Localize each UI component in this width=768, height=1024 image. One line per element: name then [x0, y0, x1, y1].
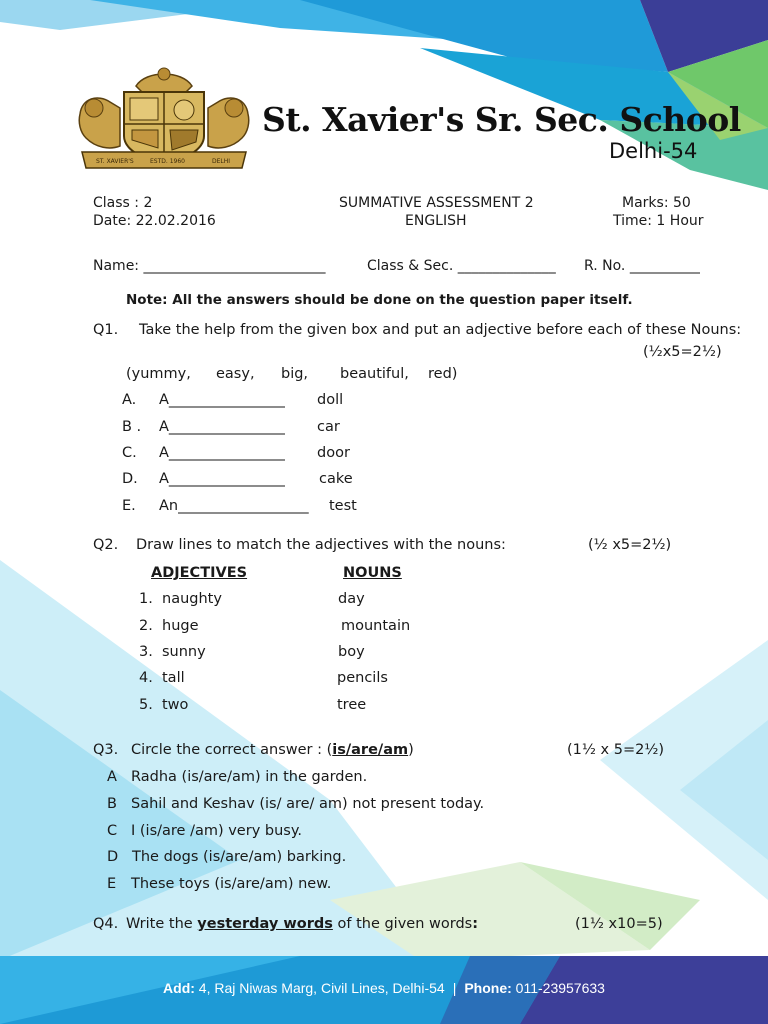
- match-number: 3.: [139, 644, 153, 660]
- q3-options: is/are/am: [332, 742, 409, 758]
- assessment-title: SUMMATIVE ASSESSMENT 2: [339, 195, 534, 211]
- q2-number: Q2.: [93, 537, 119, 553]
- crest-city: DELHI: [212, 158, 231, 165]
- match-number: 1.: [139, 591, 153, 607]
- phone-number: 011-23957633: [511, 980, 605, 996]
- q1-number: Q1.: [93, 322, 119, 338]
- word-box-item: easy,: [216, 366, 255, 382]
- q1-marks: (½x5=2½): [643, 344, 722, 360]
- q3-item-label: E: [107, 876, 117, 892]
- match-noun: mountain: [341, 618, 411, 634]
- q3-item-label: B: [107, 796, 117, 812]
- adjectives-column-header: ADJECTIVES: [151, 565, 248, 581]
- q2-marks: (½ x5=2½): [588, 537, 672, 553]
- match-noun: pencils: [337, 670, 388, 686]
- phone-label: Phone:: [464, 980, 512, 996]
- q1-item-blank: A________________: [159, 419, 285, 435]
- address-label: Add:: [163, 980, 195, 996]
- crest-estd: ESTD. 1960: [150, 158, 185, 165]
- date-info: Date: 22.02.2016: [93, 213, 216, 229]
- q1-item-label: A.: [122, 392, 137, 408]
- q4-text: Write the yesterday words of the given words:: [126, 916, 479, 932]
- school-city: Delhi-54: [609, 139, 698, 163]
- q2-text: Draw lines to match the adjectives with the nouns:: [136, 537, 506, 553]
- match-noun: boy: [338, 644, 365, 660]
- match-noun: day: [338, 591, 365, 607]
- q1-item-label: C.: [122, 445, 137, 461]
- name-field: Name: __________________________: [93, 258, 326, 274]
- q3-item-text: The dogs (is/are/am) barking.: [132, 849, 347, 865]
- school-name: St. Xavier's Sr. Sec. School: [262, 100, 741, 139]
- q4-marks: (1½ x10=5): [575, 916, 663, 932]
- subject-title: ENGLISH: [405, 213, 467, 229]
- q1-item-noun: doll: [317, 392, 344, 408]
- q3-item-text: Radha (is/are/am) in the garden.: [131, 769, 368, 785]
- roll-number-field: R. No. __________: [584, 258, 700, 274]
- q1-item-blank: An__________________: [159, 498, 309, 514]
- match-adjective: sunny: [162, 644, 206, 660]
- q1-item-noun: car: [317, 419, 340, 435]
- school-crest-logo: [76, 64, 252, 174]
- footer-separator: |: [452, 980, 457, 996]
- match-adjective: naughty: [162, 591, 222, 607]
- q3-marks: (1½ x 5=2½): [567, 742, 665, 758]
- q3-item-text: These toys (is/are/am) new.: [131, 876, 332, 892]
- class-info: Class : 2: [93, 195, 153, 211]
- q1-item-noun: test: [329, 498, 357, 514]
- address-text: 4, Raj Niwas Marg, Civil Lines, Delhi-54: [194, 980, 445, 996]
- q1-item-label: B .: [122, 419, 142, 435]
- q1-item-blank: A________________: [159, 471, 285, 487]
- q3-text: Circle the correct answer : (is/are/am): [131, 742, 414, 758]
- q4-number: Q4.: [93, 916, 119, 932]
- crest-motto: ST. XAVIER'S: [96, 158, 134, 165]
- q3-item-label: D: [107, 849, 119, 865]
- q3-item-text: I (is/are /am) very busy.: [131, 823, 302, 839]
- match-adjective: tall: [162, 670, 185, 686]
- match-number: 2.: [139, 618, 153, 634]
- match-adjective: two: [162, 697, 189, 713]
- q1-item-label: D.: [122, 471, 138, 487]
- q1-item-noun: cake: [319, 471, 353, 487]
- q1-item-blank: A________________: [159, 445, 285, 461]
- q3-number: Q3.: [93, 742, 119, 758]
- word-box-item: beautiful,: [340, 366, 409, 382]
- match-adjective: huge: [162, 618, 199, 634]
- q1-item-noun: door: [317, 445, 350, 461]
- q1-text: Take the help from the given box and put an adjective before each of these Nouns:: [139, 322, 742, 338]
- word-box-item: red): [428, 366, 458, 382]
- q1-item-blank: A________________: [159, 392, 285, 408]
- footer-contact: [0, 980, 768, 996]
- q3-item-label: A: [107, 769, 117, 785]
- instructions-note: Note: All the answers should be done on the question paper itself.: [126, 292, 633, 308]
- q4-highlight: yesterday words: [197, 916, 333, 932]
- marks-info: Marks: 50: [622, 195, 691, 211]
- word-box-item: big,: [281, 366, 309, 382]
- time-info: Time: 1 Hour: [613, 213, 704, 229]
- word-box-item: (yummy,: [126, 366, 191, 382]
- q3-item-text: Sahil and Keshav (is/ are/ am) not present today.: [131, 796, 485, 812]
- nouns-column-header: NOUNS: [343, 565, 402, 581]
- q1-item-label: E.: [122, 498, 136, 514]
- match-number: 4.: [139, 670, 153, 686]
- class-section-field: Class & Sec. ______________: [367, 258, 556, 274]
- q3-item-label: C: [107, 823, 118, 839]
- match-noun: tree: [337, 697, 367, 713]
- match-number: 5.: [139, 697, 153, 713]
